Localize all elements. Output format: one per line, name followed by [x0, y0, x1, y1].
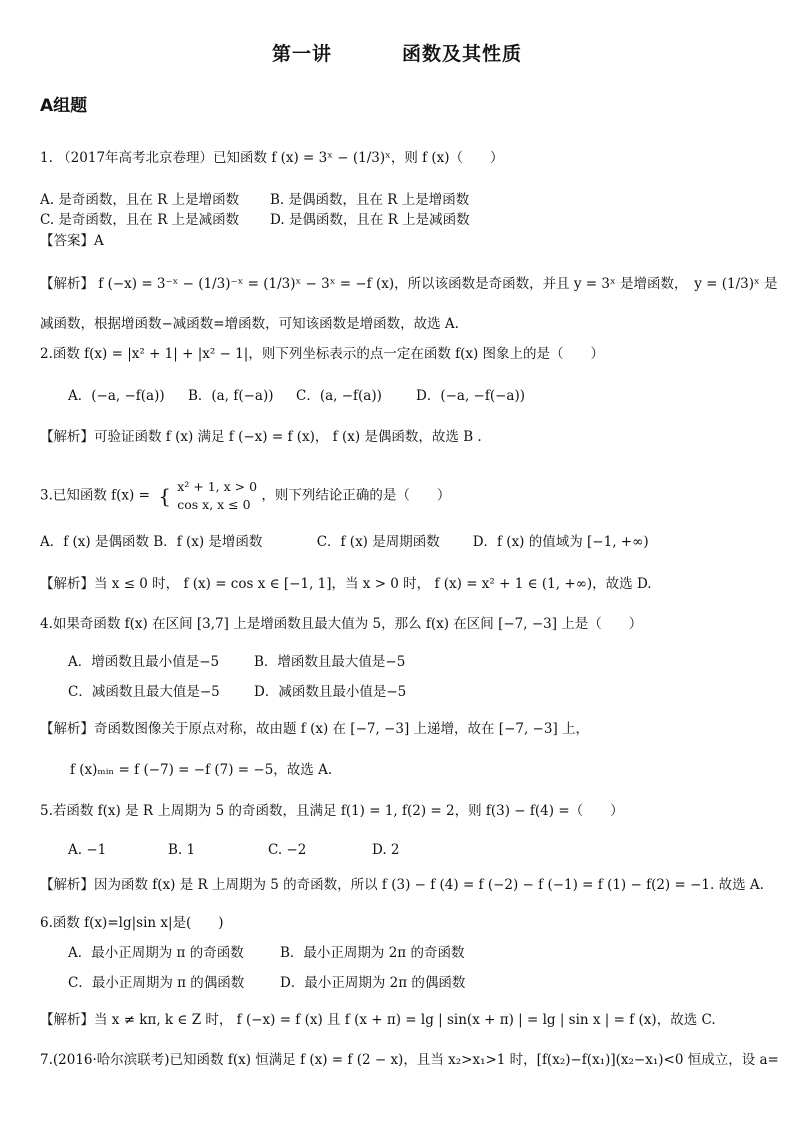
q4-stem: 4.如果奇函数 f(x) 在区间 [3,7] 上是增函数且最大值为 5，那么 f(x) 在区间 [−7, −3] 上是（ ）: [40, 616, 643, 632]
q1-answer: 【答案】A: [40, 233, 104, 249]
q1-option-b: B. 是偶函数，且在 R 上是增函数: [270, 192, 470, 208]
q1-analysis-line-1: 【解析】 f (−x) = 3⁻ˣ − (1/3)⁻ˣ = (1/3)ˣ − 3ˣ = −f (x)，所以该函数是奇函数，并且 y = 3ˣ 是增函数， y = (1/3)ˣ 是: [40, 276, 778, 292]
q4-option-b: B．增函数且最大值是−5: [254, 654, 406, 670]
q4-option-c: C．减函数且最大值是−5: [68, 684, 220, 700]
q1-stem: 1. （2017年高考北京卷理）已知函数 f (x) = 3ˣ − (1/3)ˣ，则 f (x)（ ）: [40, 150, 504, 166]
q4-analysis-line-2: f (x)ₘᵢₙ = f (−7) = −f (7) = −5，故选 A.: [70, 762, 333, 778]
q1-options-row-2: [40, 210, 754, 230]
q3-options: [40, 532, 754, 552]
q6-option-a: A．最小正周期为 π 的奇函数: [68, 945, 244, 961]
q1-option-c: C. 是奇函数，且在 R 上是减函数: [40, 212, 240, 228]
q1-option-d: D. 是偶函数，且在 R 上是减函数: [270, 212, 470, 228]
q1-analysis-line-2: 减函数，根据增函数−减函数=增函数，可知该函数是增函数，故选 A.: [40, 316, 459, 332]
q6-options-row-2: [68, 973, 754, 993]
page-title: [0, 44, 794, 64]
q5-stem: 5.若函数 f(x) 是 R 上周期为 5 的奇函数，且满足 f(1) = 1, f(2) = 2，则 f(3) − f(4) =（ ）: [40, 803, 624, 819]
q2-option-d: D．(−a, −f(−a)): [416, 388, 526, 404]
q5-options: [68, 840, 754, 860]
q6-analysis: 【解析】当 x ≠ kπ, k ∈ Z 时， f (−x) = f (x) 且 f (x + π) = lg | sin(x + π) | = lg | sin x | = f (x)，故选 C.: [40, 1012, 716, 1028]
q6-option-c: C．最小正周期为 π 的偶函数: [68, 975, 245, 991]
q1-options-row-1: [40, 190, 754, 210]
q3-stem: [40, 478, 754, 514]
q6-options-row-1: [68, 943, 754, 963]
q2-option-b: B．(a, f(−a)): [188, 388, 274, 404]
q3-analysis: 【解析】当 x ≤ 0 时， f (x) = cos x ∈ [−1, 1]，当 x > 0 时， f (x) = x² + 1 ∈ (1, +∞)，故选 D.: [40, 576, 652, 592]
q2-option-a: A．(−a, −f(a)): [68, 388, 165, 404]
q5-option-a: A. −1: [68, 842, 107, 858]
q5-option-c: C. −2: [268, 842, 307, 858]
q1-option-a: A. 是奇函数，且在 R 上是增函数: [40, 192, 240, 208]
q3-stem-prefix: 3.已知函数 f(x) =: [40, 487, 150, 504]
q3-option-a: A．f (x) 是偶函数 B．: [40, 534, 177, 550]
q4-options-row-2: [68, 682, 754, 702]
q4-option-a: A．增函数且最小值是−5: [68, 654, 220, 670]
q7-stem: 7.(2016·哈尔滨联考)已知函数 f(x) 恒满足 f (x) = f (2 − x)，且当 x₂>x₁>1 时，[f(x₂)−f(x₁)](x₂−x₁)<0 恒成立，设 a=: [40, 1052, 779, 1068]
q6-stem: 6.函数 f(x)=lg|sin x|是( ): [40, 915, 224, 931]
q4-analysis-line-1: 【解析】奇函数图像关于原点对称，故由题 f (x) 在 [−7, −3] 上递增，故在 [−7, −3] 上，: [40, 721, 590, 737]
q5-analysis: 【解析】因为函数 f(x) 是 R 上周期为 5 的奇函数，所以 f (3) − f (4) = f (−2) − f (−1) = f (1) − f(2) = −1. 故选 A.: [40, 877, 764, 893]
q3-option-d: D．f (x) 的值域为 [−1, +∞): [472, 534, 649, 550]
title-part-2: 函数及其性质: [402, 43, 523, 65]
q6-option-d: D．最小正周期为 2π 的偶函数: [280, 975, 466, 991]
q2-analysis: 【解析】可验证函数 f (x) 满足 f (−x) = f (x)， f (x) 是偶函数，故选 B .: [40, 429, 482, 445]
q3-piecewise: [177, 478, 257, 514]
q6-option-b: B．最小正周期为 2π 的奇函数: [280, 945, 465, 961]
q5-option-d: D. 2: [372, 842, 400, 858]
q3-option-b: f (x) 是增函数: [176, 534, 263, 550]
q2-stem: 2.函数 f(x) = |x² + 1| + |x² − 1|，则下列坐标表示的点一定在函数 f(x) 图象上的是（ ）: [40, 346, 605, 362]
q4-option-d: D．减函数且最小值是−5: [254, 684, 407, 700]
q3-option-c: C．f (x) 是周期函数: [316, 534, 440, 550]
q3-brace: {: [158, 484, 171, 508]
title-part-1: 第一讲: [271, 43, 332, 65]
q2-option-c: C．(a, −f(a)): [296, 388, 382, 404]
q2-options: [68, 386, 754, 406]
q5-option-b: B. 1: [168, 842, 196, 858]
section-heading: A组题: [40, 96, 88, 116]
q3-case-2: cos x, x ≤ 0: [177, 497, 251, 512]
q3-stem-suffix: ，则下列结论正确的是（ ）: [261, 487, 451, 504]
q3-case-1: x² + 1, x > 0: [177, 479, 258, 494]
q4-options-row-1: [68, 652, 754, 672]
